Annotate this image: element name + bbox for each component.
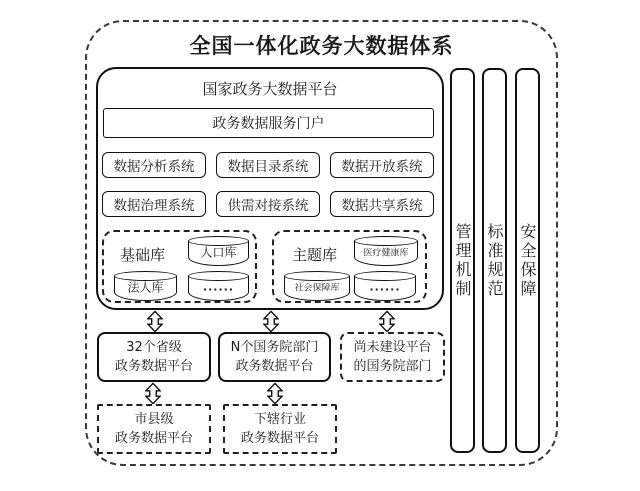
tier-label-line1: 下辖行业	[253, 412, 306, 427]
cylinder-label: 人口库	[200, 245, 237, 260]
system-label: 数据开放系统	[341, 159, 423, 175]
tier-label-line1: 32个省级	[126, 340, 182, 355]
base-library-group	[102, 230, 257, 303]
database-cylinder-more-base	[188, 271, 249, 301]
tier-label-line2: 的国务院部门	[353, 359, 432, 374]
system-label: 数据分析系统	[113, 159, 195, 175]
system-box-supply-demand	[216, 191, 320, 217]
double-arrow-icon	[263, 310, 279, 333]
cylinder-label: 法人库	[127, 280, 164, 295]
tier-label-line2: 政务数据平台	[240, 431, 319, 446]
pillar-label: 安全保障	[518, 222, 537, 299]
database-cylinder-legal-person	[114, 271, 177, 301]
industry-platform-box	[223, 404, 337, 454]
provincial-platform-box	[97, 332, 211, 382]
system-box-governance	[102, 191, 206, 217]
tier-label-line2: 政务数据平台	[114, 359, 193, 374]
cylinder-label: 医疗健康库	[363, 248, 409, 259]
base-library-label: 基础库	[120, 246, 166, 264]
system-box-sharing	[330, 191, 434, 217]
ministry-platform-box	[218, 332, 331, 382]
portal-box	[103, 108, 434, 138]
diagram-title: 全国一体化政务大数据体系	[189, 34, 454, 58]
database-cylinder-more-theme	[354, 271, 416, 301]
cylinder-label: ......	[202, 280, 235, 294]
tier-label-line2: 政务数据平台	[114, 431, 193, 446]
theme-library-label: 主题库	[292, 246, 338, 264]
theme-library-group	[272, 230, 427, 303]
tier-label-line1: 市县级	[134, 412, 174, 427]
cylinder-label: 社会保障库	[294, 283, 340, 294]
system-box-analysis	[102, 152, 206, 178]
pillar-label: 管理机制	[453, 222, 472, 299]
database-cylinder-healthcare	[354, 236, 418, 266]
system-box-open	[330, 152, 434, 178]
tier-label-line1: N个国务院部门	[230, 340, 319, 355]
double-arrow-icon	[267, 382, 283, 405]
portal-label: 政务数据服务门户	[212, 116, 325, 132]
city-county-platform-box	[97, 404, 211, 454]
national-platform-title: 国家政务大数据平台	[202, 80, 338, 98]
system-label: 数据共享系统	[341, 198, 423, 214]
no-platform-departments-box	[340, 332, 445, 382]
pillar-management	[450, 68, 475, 453]
double-arrow-icon	[145, 382, 161, 405]
tier-label-line2: 政务数据平台	[235, 359, 314, 374]
pillar-label: 标准规范	[485, 222, 504, 299]
system-label: 数据治理系统	[113, 198, 195, 214]
database-cylinder-population	[188, 236, 249, 266]
pillar-standards	[482, 68, 507, 453]
pillar-security	[515, 68, 540, 453]
double-arrow-icon	[147, 310, 163, 333]
tier-label-line1: 尚未建设平台	[353, 340, 432, 355]
system-label: 供需对接系统	[227, 198, 309, 214]
double-arrow-icon	[379, 310, 395, 333]
database-cylinder-social-security	[284, 271, 350, 301]
system-label: 数据目录系统	[227, 159, 309, 175]
system-box-catalog	[216, 152, 320, 178]
cylinder-label: ......	[369, 280, 401, 294]
